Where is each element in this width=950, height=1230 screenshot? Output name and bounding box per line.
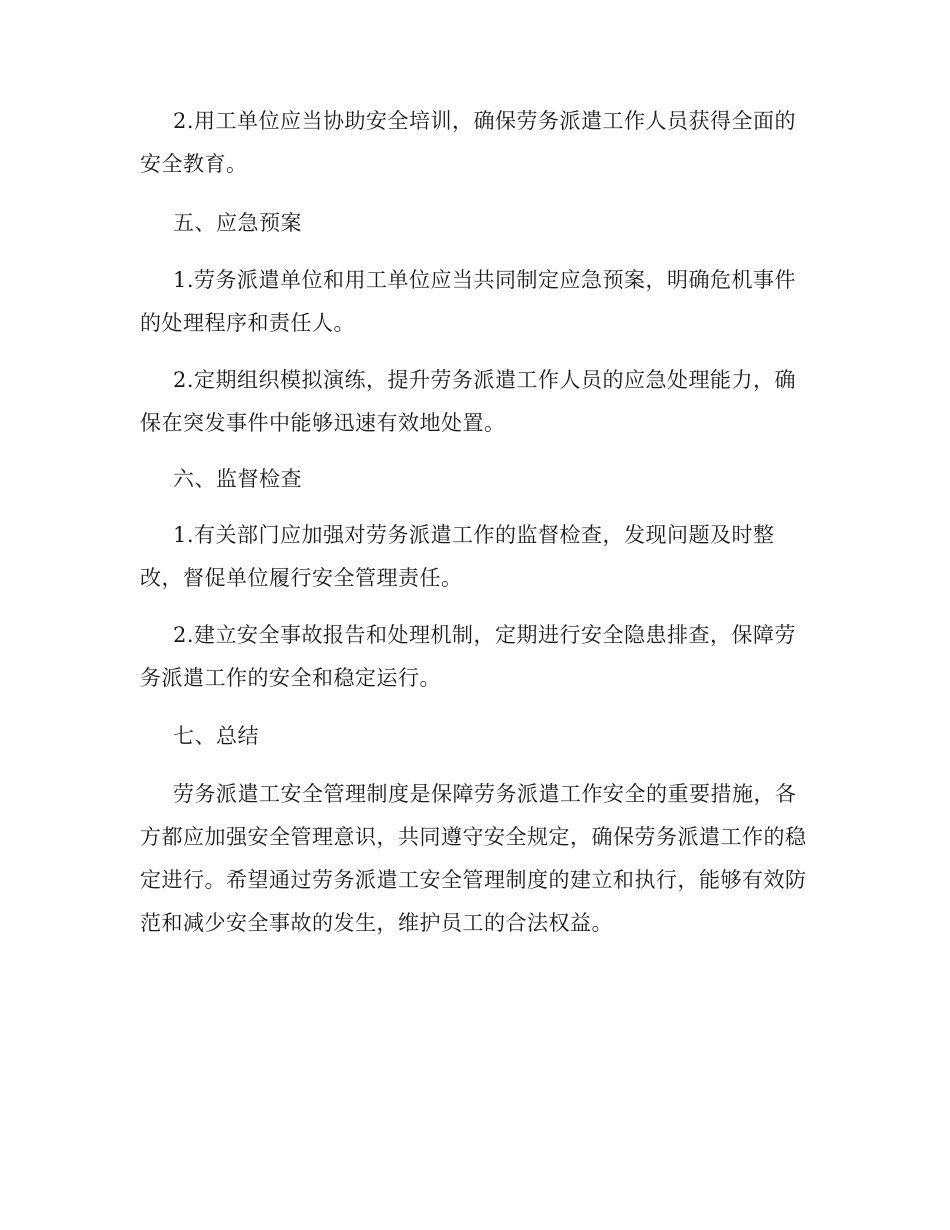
section-heading-summary: 七、总结 [173, 724, 259, 748]
paragraph-supervision-2: 2.建立安全事故报告和处理机制，定期进行安全隐患排查，保障劳务派遣工作的安全和稳定运行。 [140, 623, 797, 690]
paragraph-summary: 劳务派遣工安全管理制度是保障劳务派遣工作安全的重要措施，各方都应加强安全管理意识，共同遵守安全规定，确保劳务派遣工作的稳定进行。希望通过劳务派遣工安全管理制度的建立和执行，能够有效防范和减少安全事故的发生，维护员工的合法权益。 [140, 782, 807, 935]
paragraph-emergency-plan-2: 2.定期组织模拟演练，提升劳务派遣工作人员的应急处理能力，确保在突发事件中能够迅速有效地处置。 [140, 368, 797, 435]
paragraph-supervision-1: 1.有关部门应加强对劳务派遣工作的监督检查，发现问题及时整改，督促单位履行安全管理责任。 [140, 523, 775, 590]
paragraph-training: 2.用工单位应当协助安全培训，确保劳务派遣工作人员获得全面的安全教育。 [140, 109, 797, 176]
section-heading-emergency-plan: 五、应急预案 [173, 211, 302, 235]
paragraph-emergency-plan-1: 1.劳务派遣单位和用工单位应当共同制定应急预案，明确危机事件的处理程序和责任人。 [140, 268, 797, 335]
section-heading-supervision: 六、监督检查 [173, 467, 302, 491]
